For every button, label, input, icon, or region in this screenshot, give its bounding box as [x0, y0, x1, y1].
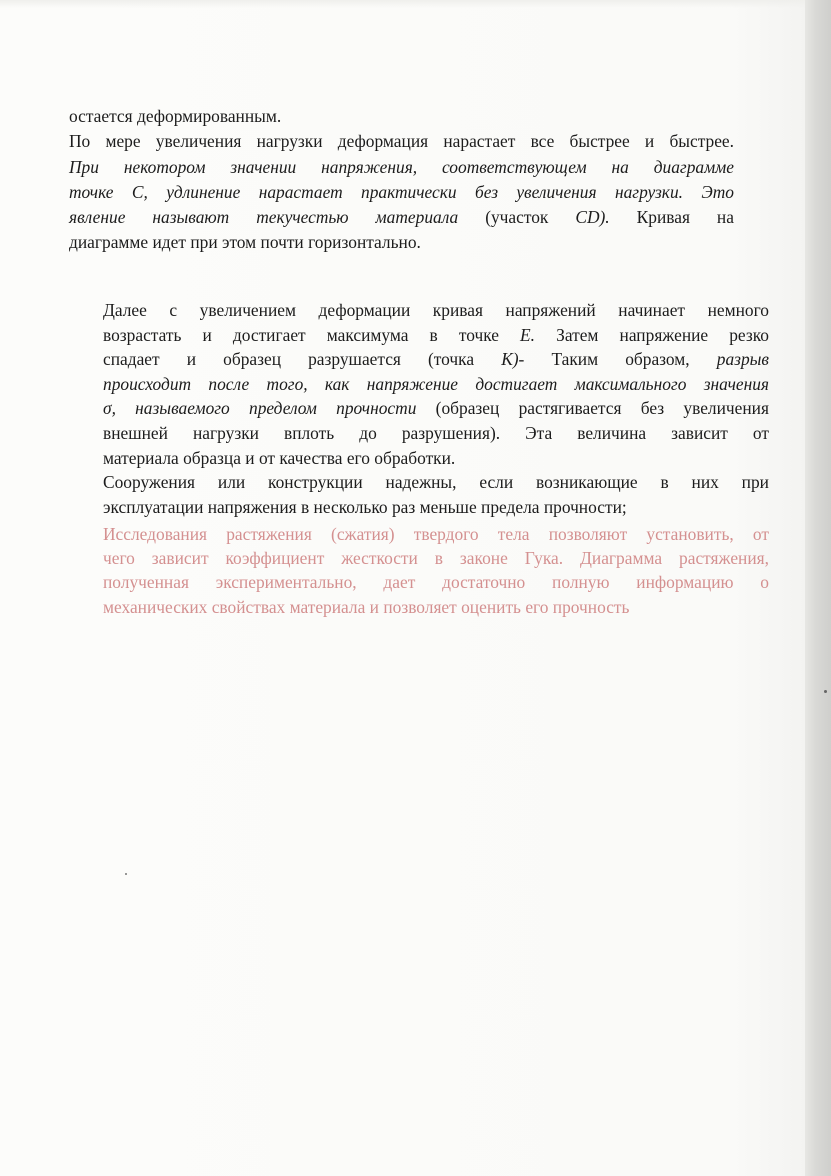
text-line: Сооружения или конструкции надежны, если возникающие в них при	[103, 472, 769, 493]
text-fragment: возрастать и достигает максимума в точке	[103, 324, 499, 345]
point-label: К)-	[501, 349, 525, 370]
text-line: диаграмме идет при этом почти горизонтально.	[69, 232, 421, 253]
paragraph-hooke-faded	[103, 522, 769, 619]
text-line: чего зависит коэффициент жесткости в законе Гука. Диаграмма растяжения,	[103, 548, 769, 569]
text-line-mixed	[103, 347, 769, 372]
text-line-mixed	[69, 205, 734, 230]
text-fragment: Кривая на	[636, 207, 734, 228]
text-line-italic: При некотором значении напряжения, соответствующем на диаграмме	[69, 156, 734, 177]
scan-speck	[125, 873, 127, 875]
text-fragment: Таким образом,	[551, 349, 690, 370]
segment-label: CD).	[575, 207, 610, 228]
text-line: Далее с увеличением деформации кривая напряжений начинает немного	[103, 300, 769, 320]
text-fragment: (образец растягивается без увеличения	[435, 398, 769, 419]
term-fracture: разрыв	[716, 349, 769, 370]
text-line-mixed	[103, 396, 769, 421]
text-line: остается деформированным.	[69, 106, 282, 126]
paragraph-yield	[69, 104, 734, 256]
term-yield: явление называют текучестью материала	[69, 207, 459, 228]
paragraph-strength	[103, 298, 769, 519]
text-fragment: Затем напряжение резко	[556, 324, 769, 345]
page-top-shadow	[0, 0, 831, 8]
text-line: полученная экспериментально, дает достаточно полную информацию о	[103, 572, 769, 593]
page-right-edge-shadow	[805, 0, 831, 1176]
text-line: механических свойствах материала и позволяет оценить его прочность	[103, 596, 630, 617]
term-ultimate-strength: σ, называемого пределом прочности	[103, 398, 417, 419]
text-line-italic: происходит после того, как напряжение достигает максимального значения	[103, 373, 769, 394]
text-line: материала образца и от качества его обработки.	[103, 447, 456, 468]
scan-speck	[824, 690, 827, 693]
text-line-italic: точке С, удлинение нарастает практически без увеличения нагрузки. Это	[69, 181, 734, 202]
text-line: внешней нагрузки вплоть до разрушения). Эта величина зависит от	[103, 422, 769, 443]
text-line: По мере увеличения нагрузки деформация нарастает все быстрее и быстрее.	[69, 131, 734, 152]
point-label: Е.	[520, 324, 536, 345]
text-fragment: спадает и образец разрушается (точка	[103, 349, 475, 370]
text-line: Исследования растяжения (сжатия) твердого тела позволяют установить, от	[103, 524, 769, 544]
text-line-mixed	[103, 323, 769, 348]
text-line: эксплуатации напряжения в несколько раз меньше предела прочности;	[103, 496, 627, 517]
text-fragment: (участок	[485, 207, 549, 228]
